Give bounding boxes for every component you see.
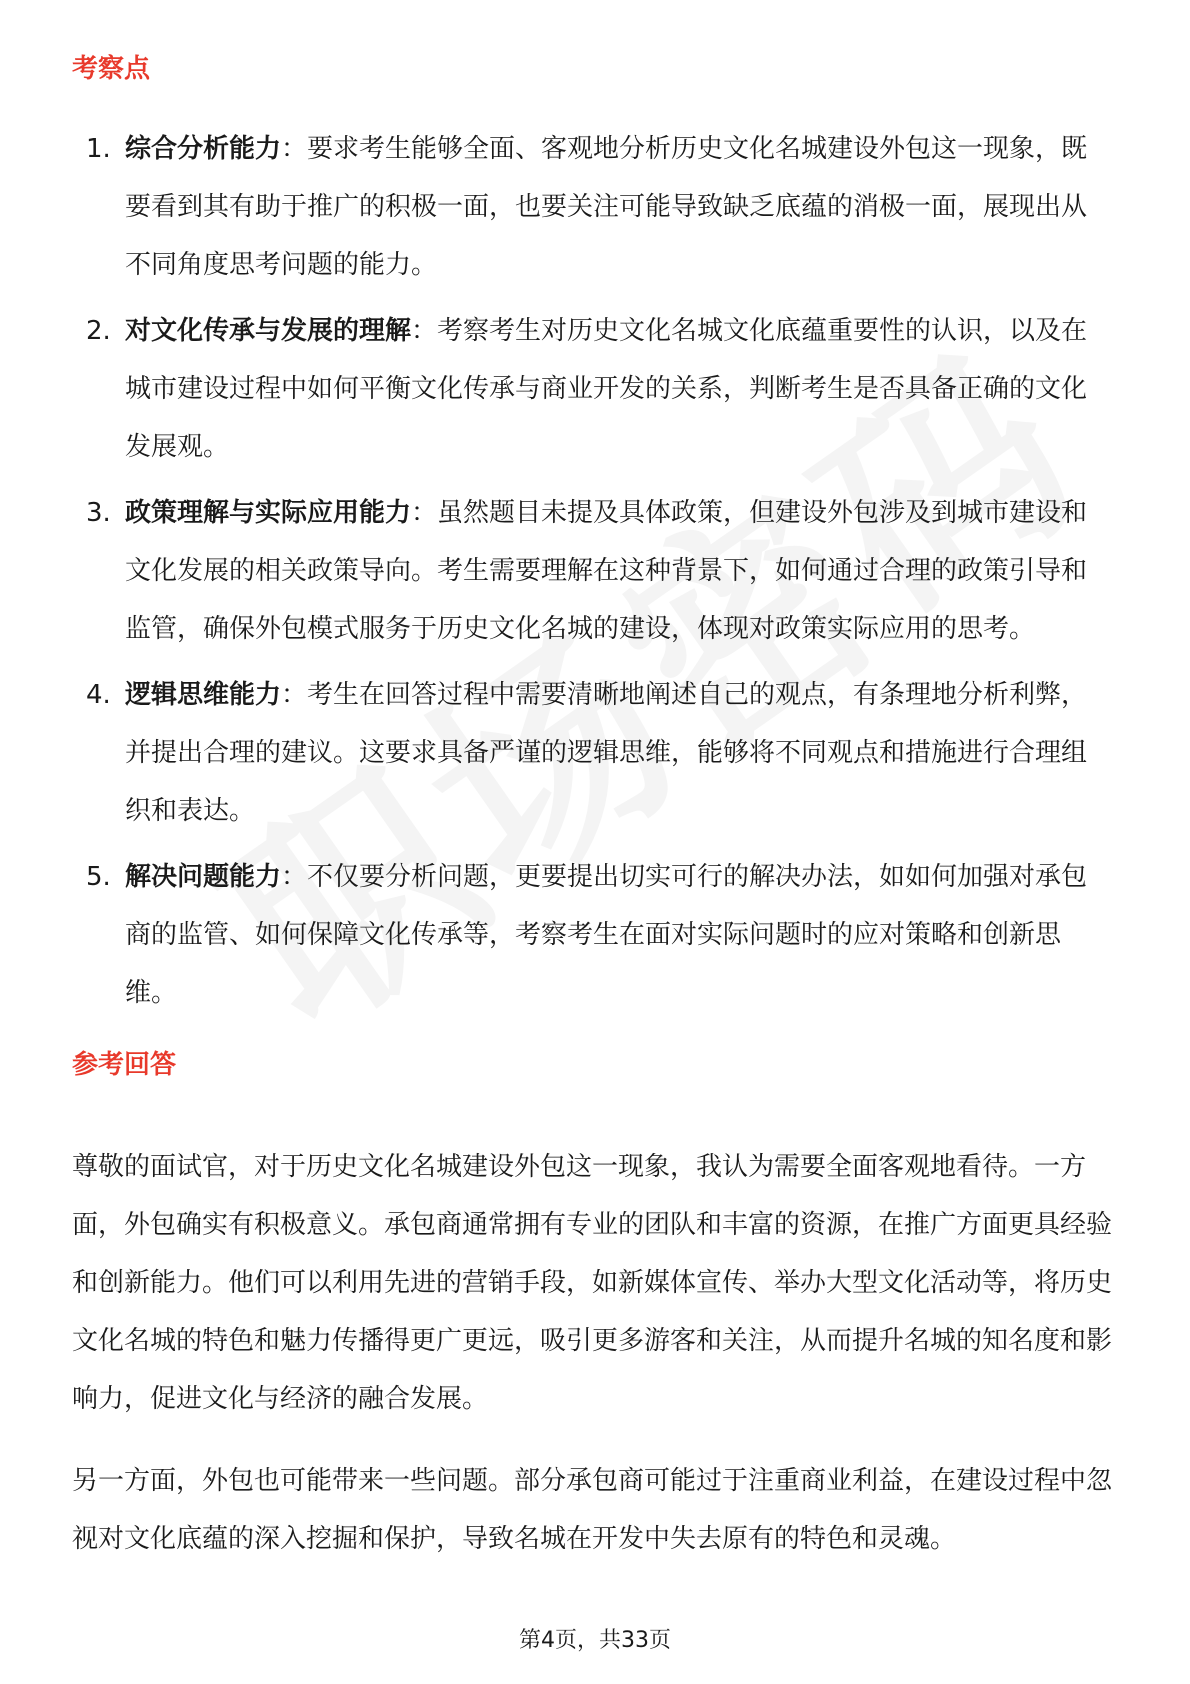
list-item-number: 2. bbox=[86, 316, 111, 346]
exam-points-list bbox=[0, 120, 1190, 1030]
list-item-text bbox=[125, 120, 1110, 294]
list-item-number: 5. bbox=[86, 862, 111, 892]
list-item-text bbox=[125, 302, 1110, 476]
list-item-title: 逻辑思维能力 bbox=[125, 680, 282, 710]
list-item-body: 考生在回答过程中需要清晰地阐述自己的观点，有条理地分析利弊，并提出合理的建议。这要求具备严谨的逻辑思维，能够将不同观点和措施进行合理组织和表达。 bbox=[125, 680, 1088, 826]
list-item-separator: ： bbox=[411, 316, 438, 346]
list-item bbox=[0, 666, 1190, 840]
list-item-separator: ： bbox=[411, 498, 438, 528]
list-item-text bbox=[125, 666, 1110, 840]
list-item-body: 考察考生对历史文化名城文化底蕴重要性的认识，以及在城市建设过程中如何平衡文化传承与商业开发的关系，判断考生是否具备正确的文化发展观。 bbox=[125, 316, 1088, 462]
list-item-text bbox=[125, 848, 1110, 1022]
section-heading-exam-points: 考察点 bbox=[72, 54, 151, 84]
list-item-separator: ： bbox=[281, 862, 308, 892]
list-item-number: 4. bbox=[86, 680, 111, 710]
list-item bbox=[0, 484, 1190, 658]
page-number-footer: 第4页，共33页 bbox=[519, 1628, 671, 1653]
list-item-body: 虽然题目未提及具体政策，但建设外包涉及到城市建设和文化发展的相关政策导向。考生需要理解在这种背景下，如何通过合理的政策引导和监管，确保外包模式服务于历史文化名城的建设，体现对政策实际应用的思考。 bbox=[125, 498, 1088, 644]
list-item-number: 1. bbox=[86, 134, 111, 164]
list-item bbox=[0, 120, 1190, 294]
list-item-title: 综合分析能力 bbox=[125, 134, 282, 164]
list-item-title: 解决问题能力 bbox=[125, 862, 282, 892]
answer-paragraph: 另一方面，外包也可能带来一些问题。部分承包商可能过于注重商业利益，在建设过程中忽视对文化底蕴的深入挖掘和保护，导致名城在开发中失去原有的特色和灵魂。 bbox=[72, 1466, 1113, 1554]
list-item-separator: ： bbox=[281, 134, 308, 164]
list-item-title: 政策理解与实际应用能力 bbox=[125, 498, 412, 528]
list-item-body: 不仅要分析问题，更要提出切实可行的解决办法，如如何加强对承包商的监管、如何保障文化传承等，考察考生在面对实际问题时的应对策略和创新思维。 bbox=[125, 862, 1088, 1008]
list-item-number: 3. bbox=[86, 498, 111, 528]
list-item-separator: ： bbox=[281, 680, 308, 710]
section-heading-reference-answer: 参考回答 bbox=[72, 1050, 177, 1080]
list-item bbox=[0, 302, 1190, 476]
list-item-text bbox=[125, 484, 1110, 658]
list-item bbox=[0, 848, 1190, 1022]
answer-paragraph: 尊敬的面试官，对于历史文化名城建设外包这一现象，我认为需要全面客观地看待。一方面，外包确实有积极意义。承包商通常拥有专业的团队和丰富的资源，在推广方面更具经验和创新能力。他们可以利用先进的营销手段，如新媒体宣传、举办大型文化活动等，将历史文化名城的特色和魅力传播得更广更远，吸引更多游客和关注，从而提升名城的知名度和影响力，促进文化与经济的融合发展。 bbox=[72, 1152, 1113, 1414]
list-item-title: 对文化传承与发展的理解 bbox=[125, 316, 412, 346]
list-item-body: 要求考生能够全面、客观地分析历史文化名城建设外包这一现象，既要看到其有助于推广的积极一面，也要关注可能导致缺乏底蕴的消极一面，展现出从不同角度思考问题的能力。 bbox=[125, 134, 1088, 280]
